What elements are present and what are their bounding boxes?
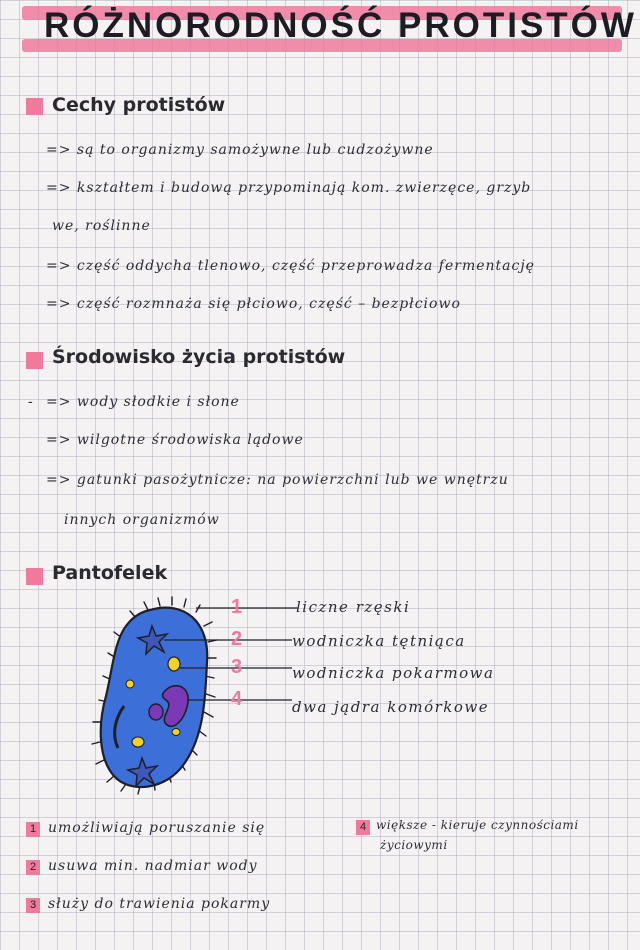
srodowisko-line-4: innych organizmów [64,512,220,528]
srodowisko-dash: - [28,394,34,410]
note-number-3: 3 [26,898,40,913]
note-4: większe - kieruje czynnościami [376,818,579,832]
food-vacuole [126,680,134,688]
note-number-2: 2 [26,860,40,875]
srodowisko-line-3: => gatunki pasożytnicze: na powierzchni lub we wnętrzu [46,472,509,488]
note-number-4: 4 [356,820,370,835]
note-number-1: 1 [26,822,40,837]
srodowisko-line-1: => wody słodkie i słone [46,394,240,410]
paramecium-diagram [88,596,318,816]
cechy-line-3: we, roślinne [52,218,151,234]
diagram-number-2: 2 [231,628,243,650]
section-marker [26,568,43,585]
note-1: umożliwiają poruszanie się [48,820,266,836]
heading-pantofelek: Pantofelek [52,562,168,584]
page-title: RÓŻNORODNOŚĆ PROTISTÓW [44,6,637,45]
note-4-continued: życiowymi [380,838,448,852]
micronucleus [149,704,163,720]
diagram-number-1: 1 [231,596,243,618]
food-vacuole [132,737,144,747]
section-marker [26,98,43,115]
label-nuclei: dwa jądra komórkowe [292,698,490,716]
cechy-line-4: => część oddycha tlenowo, część przeprowadza fermentację [46,258,535,274]
diagram-number-3: 3 [231,656,243,678]
label-cilia: liczne rzęski [296,598,411,616]
food-vacuole [168,657,180,671]
note-2: usuwa min. nadmiar wody [48,858,258,874]
label-contractile-vacuole: wodniczka tętniąca [292,632,466,650]
heading-cechy: Cechy protistów [52,94,226,116]
note-3: służy do trawienia pokarmy [48,896,271,912]
label-food-vacuole: wodniczka pokarmowa [292,664,495,682]
heading-srodowisko: Środowisko życia protistów [52,346,346,368]
srodowisko-line-2: => wilgotne środowiska lądowe [46,432,304,448]
diagram-number-4: 4 [231,688,243,710]
cechy-line-5: => część rozmnaża się płciowo, część – bezpłciowo [46,296,461,312]
food-vacuole [172,729,180,736]
cechy-line-1: => są to organizmy samożywne lub cudzożywne [46,142,434,158]
section-marker [26,352,43,369]
cechy-line-2: => kształtem i budową przypominają kom. zwierzęce, grzyb [46,180,532,196]
